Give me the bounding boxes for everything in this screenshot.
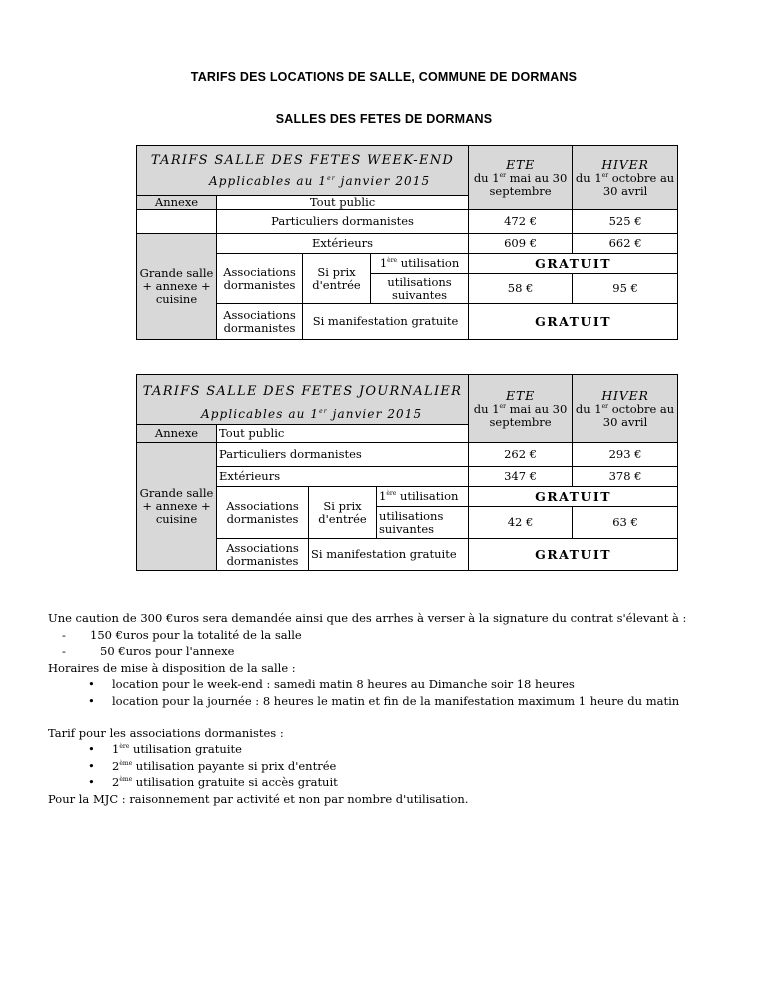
daily-col-hiver-period: du 1er octobre au 30 avril [575,401,675,429]
daily-suivantes: utilisations suivantes [377,507,469,539]
note-tarif-assoc: Tarif pour les associations dormanistes : [48,725,284,740]
weekend-exterieurs-hiver: 662 € [573,234,678,254]
daily-tariff-table [136,374,678,571]
daily-particuliers: Particuliers dormanistes [217,443,469,467]
weekend-assoc-1: Associations dormanistes [217,254,303,304]
note-assoc-3: • 2ème utilisation gratuite si accès gratuit [88,775,338,790]
weekend-grande-salle: Grande salle + annexe + cuisine [137,234,217,340]
daily-assoc-2: Associations dormanistes [217,539,309,571]
weekend-si-prix: Si prix d'entrée [303,254,371,304]
weekend-exterieurs-ete: 609 € [469,234,573,254]
note-horaires: Horaires de mise à disposition de la salle : [48,660,296,675]
daily-gratuit-1: GRATUIT [469,487,678,507]
weekend-particuliers: Particuliers dormanistes [217,210,469,234]
note-horaire-weekend: • location pour le week-end : samedi matin 8 heures au Dimanche soir 18 heures [88,677,575,692]
weekend-col-ete: ETE du 1er mai au 30 septembre [469,146,573,210]
weekend-gratuit-1: GRATUIT [469,254,678,274]
note-assoc-1: • 1ère utilisation gratuite [88,742,242,757]
weekend-gratuit-2: GRATUIT [469,304,678,340]
weekend-annexe-label: Annexe [137,196,217,210]
document-subtitle: SALLES DES FETES DE DORMANS [275,112,493,126]
daily-exterieurs: Extérieurs [217,467,469,487]
note-arrhes-salle: - 150 €uros pour la totalité de la salle [62,627,302,642]
daily-grande-salle: Grande salle + annexe + cuisine [137,443,217,571]
daily-si-prix: Si prix d'entrée [309,487,377,539]
weekend-applicable-date: Applicables au 1er janvier 2015 [209,173,431,188]
weekend-suivantes-ete: 58 € [469,274,573,304]
daily-applicable-date: Applicables au 1er janvier 2015 [201,406,423,421]
weekend-col-hiver-period: du 1er octobre au 30 avril [575,170,675,198]
daily-col-hiver: HIVER du 1er octobre au 30 avril [573,375,678,443]
note-mjc: Pour la MJC : raisonnement par activité et non par nombre d'utilisation. [48,791,469,806]
daily-particuliers-ete: 262 € [469,443,573,467]
weekend-table-title: TARIFS SALLE DES FETES WEEK-END [150,153,455,168]
weekend-tariff-table [136,145,678,340]
weekend-particuliers-ete: 472 € [469,210,573,234]
note-horaire-journee: • location pour la journée : 8 heures le matin et fin de la manifestation maximum 1 heure du matin [88,693,680,708]
weekend-suivantes: utilisations suivantes [371,274,469,304]
note-assoc-2: • 2ème utilisation payante si prix d'entrée [88,758,337,773]
daily-particuliers-hiver: 293 € [573,443,678,467]
daily-exterieurs-ete: 347 € [469,467,573,487]
weekend-premiere-utilisation: 1ère utilisation [371,254,469,274]
notes-section [48,610,768,808]
daily-manif: Si manifestation gratuite [309,539,469,571]
weekend-col-ete-period: du 1er mai au 30 septembre [473,170,568,198]
daily-col-ete: ETE du 1er mai au 30 septembre [469,375,573,443]
weekend-assoc-2: Associations dormanistes [217,304,303,340]
daily-assoc-1: Associations dormanistes [217,487,309,539]
daily-suivantes-ete: 42 € [469,507,573,539]
daily-exterieurs-hiver: 378 € [573,467,678,487]
weekend-exterieurs: Extérieurs [217,234,469,254]
daily-header-cell [137,375,469,425]
daily-table-title: TARIFS SALLE DES FETES JOURNALIER [142,384,463,399]
weekend-header-cell [137,146,469,196]
note-caution: Une caution de 300 €uros sera demandée ainsi que des arrhes à verser à la signature du contrat s'élevant à : [48,611,687,625]
daily-col-ete-period: du 1er mai au 30 septembre [473,401,568,429]
weekend-particuliers-hiver: 525 € [573,210,678,234]
daily-suivantes-hiver: 63 € [573,507,678,539]
weekend-tout-public: Tout public [217,196,469,210]
daily-annexe-label: Annexe [137,425,217,443]
daily-tout-public: Tout public [217,425,469,443]
daily-gratuit-2: GRATUIT [469,539,678,571]
weekend-suivantes-hiver: 95 € [573,274,678,304]
daily-premiere-utilisation: 1ère utilisation [377,487,469,507]
note-arrhes-annexe: - 50 €uros pour l'annexe [62,644,235,659]
weekend-col-hiver: HIVER du 1er octobre au 30 avril [573,146,678,210]
weekend-manif: Si manifestation gratuite [303,304,469,340]
document-title: TARIFS DES LOCATIONS DE SALLE, COMMUNE DE DORMANS [190,70,578,84]
